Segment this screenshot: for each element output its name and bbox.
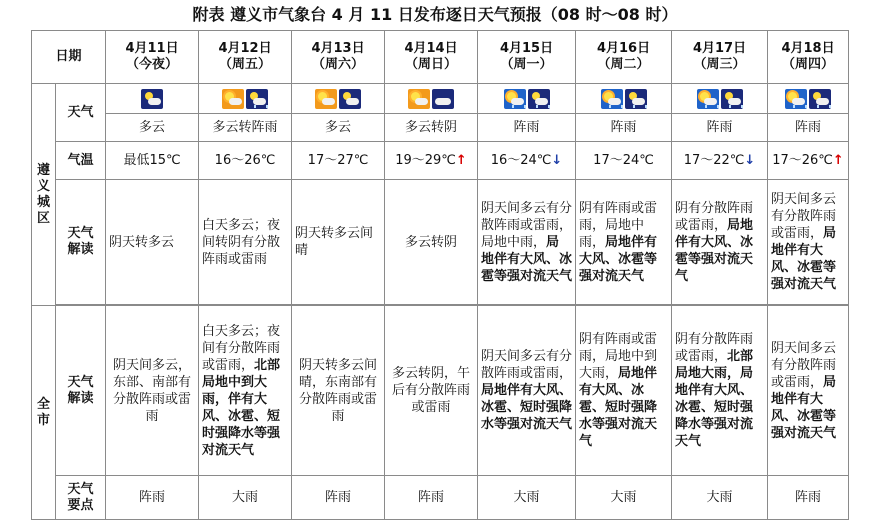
temp-cell [199, 142, 292, 180]
date-text: 4月15日 [499, 41, 554, 56]
province-interp-label: 天气 解读 [56, 306, 106, 476]
temp-text: 17～26℃ [772, 152, 833, 168]
temp-text: 17～22℃ [683, 152, 745, 168]
date-cell [768, 31, 849, 84]
province-region-label: 全 市 [32, 306, 56, 520]
date-text: 4月18日 [781, 41, 835, 56]
weather-text: 多云 [106, 114, 199, 142]
arrow-up-icon: ↑ [455, 152, 467, 168]
night-cloudy-icon [141, 89, 163, 109]
points-text: 大雨 [672, 476, 768, 520]
date-text: 4月13日 [311, 41, 365, 56]
interp-cell: 阴天转多云间晴 [292, 180, 385, 305]
temp-text: 17～27℃ [307, 152, 369, 168]
points-text: 阵雨 [106, 476, 199, 520]
forecast-table [31, 30, 849, 520]
arrow-down-icon: ↓ [744, 152, 756, 168]
day-cloudy-icon [315, 89, 337, 109]
interp-cell: 阴天间多云，东部、南部有分散阵雨或雷雨 [106, 306, 199, 476]
weekday-text: （周二） [597, 57, 650, 72]
interp-cell: 阴有阵雨或雷雨，局地中雨，局地伴有大风、冰雹等强对流天气 [576, 180, 672, 305]
date-text: 4月11日 [125, 41, 179, 56]
interp-cell: 阴天间多云有分散阵雨或雷雨，局地伴有大风、冰雹等强对流天气 [768, 306, 849, 476]
weather-text: 多云转阵雨 [199, 114, 292, 142]
interp-cell: 多云转阴，午后有分散阵雨或雷雨 [385, 306, 478, 476]
arrow-down-icon: ↓ [551, 152, 563, 168]
weekday-text: （今夜） [126, 57, 179, 72]
weekday-text: （周五） [219, 57, 272, 72]
points-text: 大雨 [478, 476, 576, 520]
temp-cell [385, 142, 478, 180]
weekday-text: （周三） [693, 57, 746, 72]
points-text: 阵雨 [292, 476, 385, 520]
day-cloudy-icon [408, 89, 430, 109]
points-text: 大雨 [199, 476, 292, 520]
temp-cell [292, 142, 385, 180]
weather-text: 阵雨 [768, 114, 849, 142]
interp-cell: 多云转阴 [385, 180, 478, 305]
day-cloudy-icon [222, 89, 244, 109]
interp-cell: 白天多云；夜间有分散阵雨或雷雨，北部局地中到大雨，伴有大风、冰雹、短时强降水等强对流天气 [199, 306, 292, 476]
interp-cell: 阴天间多云有分散阵雨或雷雨，局地中雨，局地伴有大风、冰雹等强对流天气 [478, 180, 576, 305]
day-shower-icon [504, 89, 526, 109]
temp-cell [106, 142, 199, 180]
interp-cell: 阴有阵雨或雷雨，局地中到大雨，局地伴有大风、冰雹、短时强降水等强对流天气 [576, 306, 672, 476]
date-cell [292, 31, 385, 84]
interp-cell: 阴有分散阵雨或雷雨，北部局地大雨，局地伴有大风、冰雹、短时强降水等强对流天气 [672, 306, 768, 476]
city-temp-label: 气温 [56, 142, 106, 180]
interp-cell: 阴天转多云间晴，东南部有分散阵雨或雷雨 [292, 306, 385, 476]
page-title: 附表 遵义市气象台 4 月 11 日发布逐日天气预报（08 时～08 时） [192, 5, 678, 24]
night-shower-icon [809, 89, 831, 109]
date-text: 4月17日 [692, 41, 747, 56]
city-interp-label: 天气 解读 [56, 180, 106, 305]
day-shower-icon [785, 89, 807, 109]
date-text: 4月16日 [596, 41, 651, 56]
weekday-text: （周日） [405, 57, 458, 72]
weekday-text: （周六） [312, 57, 365, 72]
temp-text: 17～24℃ [593, 152, 654, 168]
points-text: 阵雨 [768, 476, 849, 520]
weather-text: 多云转阴 [385, 114, 478, 142]
night-shower-icon [625, 89, 647, 109]
city-temp-row [32, 142, 849, 180]
date-cell [385, 31, 478, 84]
arrow-up-icon: ↑ [832, 152, 844, 168]
weekday-text: （周四） [782, 57, 835, 72]
date-cell [106, 31, 199, 84]
date-cell [478, 31, 576, 84]
night-overcast-icon [432, 89, 454, 109]
interp-cell: 阴有分散阵雨或雷雨，局地伴有大风、冰雹等强对流天气 [672, 180, 768, 305]
province-interp-row [32, 306, 849, 476]
temp-text: 16～24℃ [490, 152, 552, 168]
weather-text: 阵雨 [576, 114, 672, 142]
date-cell [672, 31, 768, 84]
date-row [32, 31, 849, 84]
date-cell [199, 31, 292, 84]
province-points-row [32, 476, 849, 520]
city-region-label: 遵 义 城 区 [32, 84, 56, 306]
weather-text: 阵雨 [672, 114, 768, 142]
day-shower-icon [697, 89, 719, 109]
interp-cell: 阴天间多云有分散阵雨或雷雨，局地伴有大风、冰雹、短时强降水等强对流天气 [478, 306, 576, 476]
province-points-label: 天气 要点 [56, 476, 106, 520]
night-cloudy-icon [339, 89, 361, 109]
city-weather-row [32, 114, 849, 142]
temp-text: 19～29℃ [395, 152, 456, 168]
city-interp-row [32, 180, 849, 305]
points-text: 阵雨 [385, 476, 478, 520]
date-header: 日期 [32, 31, 106, 84]
temp-cell [576, 142, 672, 180]
day-shower-icon [601, 89, 623, 109]
city-weather-label: 天气 [56, 84, 106, 142]
date-text: 4月14日 [404, 41, 458, 56]
night-shower-icon [528, 89, 550, 109]
interp-cell: 阴天转多云 [106, 180, 199, 305]
temp-cell [478, 142, 576, 180]
temp-text: 最低15℃ [123, 152, 181, 168]
night-shower-icon [721, 89, 743, 109]
date-cell [576, 31, 672, 84]
temp-cell [672, 142, 768, 180]
interp-cell: 白天多云；夜间转阴有分散阵雨或雷雨 [199, 180, 292, 305]
temp-text: 16～26℃ [214, 152, 276, 168]
interp-cell: 阴天间多云有分散阵雨或雷雨，局地伴有大风、冰雹等强对流天气 [768, 180, 849, 305]
city-icon-row [32, 84, 849, 114]
weekday-text: （周一） [500, 57, 553, 72]
temp-cell [768, 142, 849, 180]
weather-text: 阵雨 [478, 114, 576, 142]
date-text: 4月12日 [218, 41, 272, 56]
night-shower-icon [246, 89, 268, 109]
points-text: 大雨 [576, 476, 672, 520]
weather-text: 多云 [292, 114, 385, 142]
